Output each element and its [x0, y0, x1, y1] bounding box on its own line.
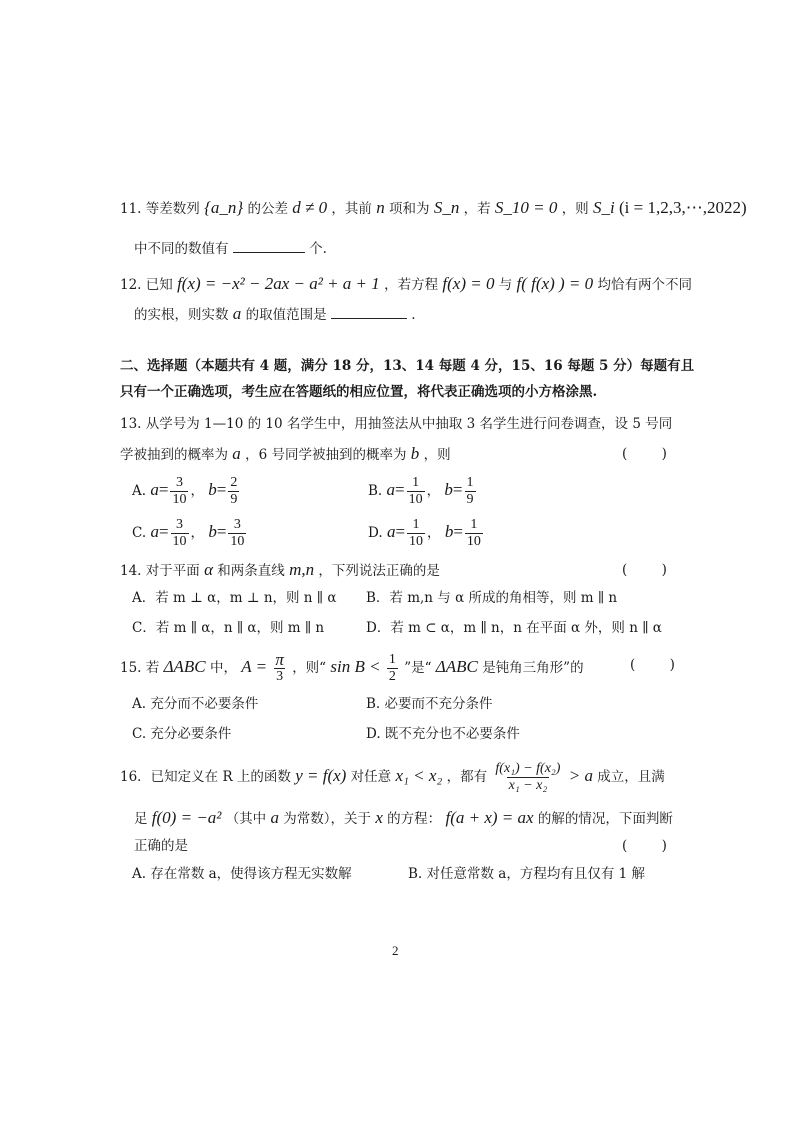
q11-line2-text: 中不同的数值有: [134, 241, 229, 257]
q12-a: a: [232, 304, 242, 323]
q14-text: 14. 对于平面: [120, 563, 200, 579]
q11-number: 11.: [120, 201, 142, 217]
frac-num: 1: [412, 475, 420, 490]
q14-option-a[interactable]: A．若 m ⊥ α，m ⊥ n，则 n ∥ α: [132, 590, 337, 606]
q15-triangle: ΔABC: [435, 657, 478, 676]
frac-num: 3: [175, 475, 183, 490]
frac-num: π: [275, 650, 284, 669]
q16-text: 16．已知定义在 R 上的函数: [120, 769, 291, 785]
frac-num: 3: [176, 517, 184, 532]
frac-den: 10: [408, 492, 423, 507]
q15-line1: [120, 648, 584, 687]
q14-text: 和两条直线: [217, 563, 285, 579]
q11-n: n: [376, 198, 385, 217]
answer-blank[interactable]: [331, 304, 407, 319]
q11-line2-end: 个.: [309, 241, 327, 257]
frac-num: f(x₁) − f(x₂): [495, 761, 561, 776]
q12-eq1: f(x) = 0: [442, 274, 495, 293]
q16-function: y = f(x): [295, 766, 347, 785]
q15-sin: sin B <: [330, 657, 381, 676]
q11-text: ，其前: [331, 201, 372, 217]
q16-text: 为常数），关于: [283, 811, 372, 827]
q11-text: 项和为: [389, 201, 430, 217]
frac-num: 1: [412, 517, 420, 532]
q11-line1: [120, 198, 747, 219]
q14-option-b[interactable]: B．若 m,n 与 α 所成的角相等，则 m ∥ n: [366, 590, 618, 606]
q12-line2-text: 的取值范围是: [245, 307, 327, 323]
q13-text: ，则: [423, 447, 451, 463]
frac-den: 9: [466, 492, 474, 507]
frac-den: 2: [388, 669, 396, 684]
q14-line1: [120, 560, 440, 581]
frac-den: 10: [172, 534, 187, 549]
q16-text: ，都有: [446, 769, 488, 785]
q11-si: S_i: [592, 198, 615, 217]
q12-number: 12.: [120, 277, 142, 293]
q16-gt: > a: [568, 766, 593, 785]
q16-text: 的方程：: [387, 811, 442, 827]
section-heading: 二、选择题（本题共有 4 题，满分 18 分，13、14 每题 4 分，15、16 每题 5 分）每题有且: [120, 358, 695, 374]
q15-option-b[interactable]: B. 必要而不充分条件: [366, 696, 493, 712]
q12-eq2: f( f(x) ) = 0: [516, 274, 594, 293]
q12-function: f(x) = −x² − 2ax − a² + a + 1: [177, 274, 380, 293]
q12-text: 与: [498, 277, 513, 293]
page-number: 2: [392, 943, 399, 958]
q11-text: 的公差: [247, 201, 288, 217]
q11-line2: [134, 238, 327, 259]
q14-mn: m,n: [289, 560, 315, 579]
option-label: A.: [132, 483, 147, 499]
frac-den: 10: [409, 534, 424, 549]
q14-alpha: α: [204, 560, 213, 579]
q15-angle: A =: [241, 657, 268, 676]
q13-option-b[interactable]: B. a= $\frac{1}{10}$ ， b= $\frac{1}{9}$: [368, 475, 474, 507]
q16-text: 的解的情况，下面判断: [537, 811, 673, 827]
q12-text: ，若方程: [384, 277, 439, 293]
q15-option-c[interactable]: C. 充分必要条件: [132, 726, 232, 742]
q15-text: ”是“: [404, 660, 432, 676]
frac-num: 2: [230, 475, 238, 490]
q14-option-d[interactable]: D．若 m ⊂ α，m ∥ n，n 在平面 α 外，则 n ∥ α: [366, 620, 662, 636]
option-label: C.: [132, 525, 147, 541]
q12-text: 均恰有两个不同: [597, 277, 692, 293]
q15-answer-parens[interactable]: ( ): [630, 657, 675, 673]
frac-den: 10: [230, 534, 245, 549]
frac-den: x₁ − x₂: [508, 778, 548, 793]
q11-text: 等差数列: [145, 201, 200, 217]
q13-option-c[interactable]: C. a= $\frac{3}{10}$ ， b= $\frac{3}{10}$: [132, 517, 245, 549]
q16-f0: f(0) = −a²: [151, 808, 222, 827]
q16-line3: 正确的是: [134, 838, 188, 854]
q16-text: 成立，且满: [597, 769, 665, 785]
q16-x: x: [375, 808, 383, 827]
q16-text: 对任意: [350, 769, 392, 785]
q16-line2: [134, 808, 673, 829]
q12-text: 已知: [145, 277, 173, 293]
q16-a: a: [270, 808, 279, 827]
frac-den: 10: [466, 534, 481, 549]
q11-text: ，若: [463, 201, 491, 217]
q12-end: .: [411, 307, 416, 323]
frac-den: 9: [230, 492, 238, 507]
q11-sn: S_n: [433, 198, 460, 217]
q16-line1: [120, 756, 665, 797]
q11-cond: d ≠ 0: [292, 198, 328, 217]
q16-text: （其中: [225, 811, 267, 827]
q15-option-a[interactable]: A. 充分而不必要条件: [132, 696, 259, 712]
option-label: B.: [368, 483, 383, 499]
q15-triangle: ΔABC: [163, 657, 206, 676]
q13-line1: 13. 从学号为 1—10 的 10 名学生中，用抽签法从中抽取 3 名学生进行问卷调查，设 5 号同: [120, 416, 673, 432]
frac-num: 1: [388, 652, 396, 667]
q13-option-a[interactable]: A. a= $\frac{3}{10}$ ， b= $\frac{2}{9}$: [132, 475, 238, 507]
answer-blank[interactable]: [233, 238, 305, 253]
q15-text: 15. 若: [120, 660, 160, 676]
q12-line1: [120, 274, 692, 295]
q15-text: ，则“: [292, 660, 327, 676]
q16-answer-parens[interactable]: ( ): [622, 838, 667, 854]
frac-num: 1: [470, 517, 478, 532]
q13-answer-parens[interactable]: ( ): [622, 446, 667, 462]
frac-num: 1: [466, 475, 474, 490]
q16-cond: x₁ < x₂: [395, 766, 443, 785]
q12-line2: [134, 304, 415, 325]
frac-den: 3: [276, 669, 284, 684]
q13-text: ，6 号同学被抽到的概率为: [245, 447, 407, 463]
q11-s10: S_10 = 0: [494, 198, 558, 217]
q15-text: 是钝角三角形”的: [482, 660, 584, 676]
q16-text: 足: [134, 811, 148, 827]
q15-option-d[interactable]: D. 既不充分也不必要条件: [366, 726, 520, 742]
q11-range: (i = 1,2,3,⋯,2022): [619, 198, 747, 217]
q16-option-b[interactable]: B. 对任意常数 a，方程均有且仅有 1 解: [408, 866, 646, 882]
frac-den: 10: [172, 492, 187, 507]
q11-text: ，则: [561, 201, 589, 217]
q14-text: ，下列说法正确的是: [318, 563, 440, 579]
frac-num: 3: [233, 517, 241, 532]
option-label: D.: [368, 525, 383, 541]
q13-option-d[interactable]: D. a= $\frac{1}{10}$ ， b= $\frac{1}{10}$: [368, 517, 481, 549]
q11-seq: {a_n}: [204, 198, 244, 217]
q14-answer-parens[interactable]: ( ): [622, 562, 667, 578]
q13-line2: [120, 444, 451, 465]
section-instructions: 只有一个正确选项，考生应在答题纸的相应位置，将代表正确选项的小方格涂黑.: [120, 384, 598, 400]
q13-text: 学被抽到的概率为: [120, 447, 228, 463]
q15-text: 中，: [209, 660, 237, 676]
q13-a: a: [232, 444, 241, 463]
q16-eq: f(a + x) = ax: [445, 808, 534, 827]
q13-b: b: [410, 444, 420, 463]
q12-line2-text: 的实根，则实数: [134, 307, 229, 323]
q14-option-c[interactable]: C．若 m ∥ α，n ∥ α，则 m ∥ n: [132, 620, 325, 636]
q16-option-a[interactable]: A. 存在常数 a，使得该方程无实数解: [132, 866, 352, 882]
